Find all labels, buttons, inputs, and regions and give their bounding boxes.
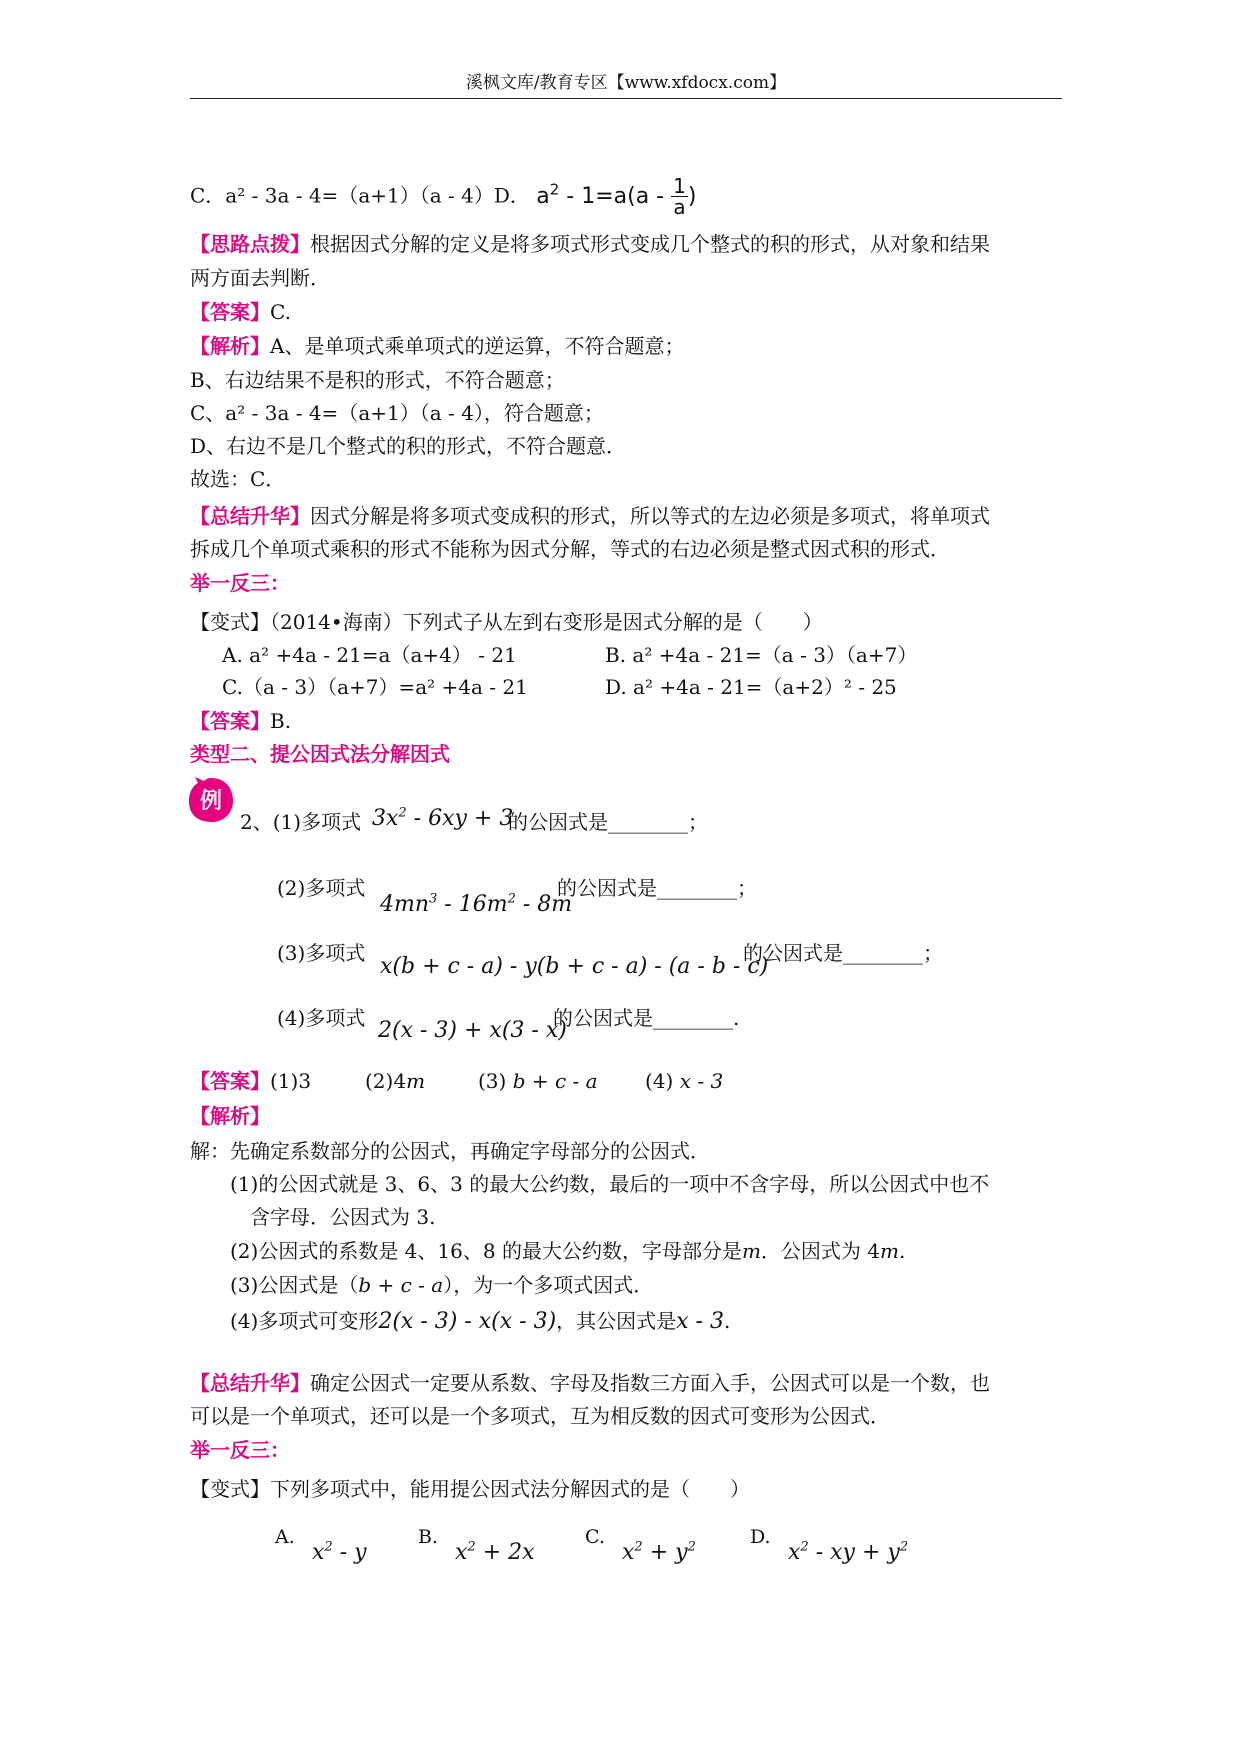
answer-2-value: B. [270, 709, 292, 733]
example-badge-text: 例 [199, 789, 223, 814]
analysis-line-d: D、右边不是几个整式的积的形式，不符合题意． [190, 434, 627, 458]
summary-1-line-b: 拆成几个单项式乘积的形式不能称为因式分解，等式的右边必须是整式因式积的形式． [190, 537, 950, 561]
q2-p3-post: 的公因式是________； [743, 941, 943, 965]
answer-tag-2: 【答案】 [190, 709, 270, 733]
think-text: 根据因式分解的定义是将多项式形式变成几个整式的积的形式，从对象和结果 [310, 232, 990, 256]
variant-2-option-b-label: B. [418, 1526, 439, 1548]
solution-1-b: 含字母．公因式为 3. [250, 1205, 436, 1229]
solution-3: (3)公因式是（b + c - a），为一个多项式因式． [230, 1273, 654, 1297]
variant-2-option-d-math: $x^2$ - xy + $y^2$ [788, 1539, 909, 1565]
q2-part-1 [240, 808, 361, 836]
summary-2-line-b: 可以是一个单项式，还可以是一个多项式，互为相反数的因式可变形为公因式． [190, 1404, 890, 1428]
analysis-line-a [190, 332, 684, 360]
variant-1-option-d: D. a² +4a - 21=（a+2）² - 25 [605, 675, 897, 699]
variant-2-option-d-label: D. [750, 1526, 771, 1548]
option-c-text: C．a² - 3a - 4=（a+1）（a - 4）D． [190, 183, 530, 208]
think-tag: 【思路点拨】 [190, 232, 310, 256]
answer-1-value: C. [270, 300, 291, 324]
answer-tag: 【答案】 [190, 300, 270, 324]
answer-3-p2: (2)4m [365, 1069, 426, 1093]
answer-3-p1: (1)3 [270, 1069, 312, 1093]
solution-intro: 解：先确定系数部分的公因式，再确定字母部分的公因式． [190, 1139, 710, 1163]
q2-p4-math: 2(x - 3) + x(3 - x) [378, 1018, 567, 1043]
analysis-line-c: C、a² - 3a - 4=（a+1）（a - 4），符合题意； [190, 401, 604, 425]
think-line-2: 两方面去判断． [190, 266, 330, 290]
summary-2-line-a [190, 1369, 990, 1397]
q2-number: 2、 [240, 810, 273, 834]
answer-3-p3: (3) b + c - a [478, 1069, 598, 1093]
variant-2-option-a-label: A. [275, 1526, 295, 1548]
variant-2: 【变式】下列多项式中，能用提公因式法分解因式的是（ ） [190, 1477, 750, 1501]
variant-2-option-c-math: $x^2 + y^2$ [622, 1539, 696, 1565]
variant-1: 【变式】（2014•海南）下列式子从左到右变形是因式分解的是（ ） [190, 610, 823, 634]
answer-3 [190, 1067, 311, 1095]
variant-1-option-c: C.（a - 3）（a+7）=a² +4a - 21 [222, 675, 528, 699]
q2-p4-pre: (4)多项式 [277, 1006, 366, 1030]
q2-p1-pre: (1)多项式 [272, 810, 362, 834]
answer-2 [190, 707, 291, 735]
summary-tag-2: 【总结升华】 [190, 1371, 310, 1395]
analysis-tag-2: 【解析】 [190, 1104, 270, 1128]
q2-p1-post: 的公因式是________； [508, 810, 708, 834]
option-c-line [190, 176, 696, 217]
answer-tag-3: 【答案】 [190, 1069, 270, 1093]
solution-1-a: (1)的公因式就是 3、6、3 的最大公约数，最后的一项中不含字母，所以公因式中也不 [230, 1172, 990, 1196]
variant-2-option-b-math: $x^2 + 2x$ [455, 1539, 535, 1565]
variant-2-option-c-label: C. [585, 1526, 605, 1548]
solution-4: (4)多项式可变形2(x - 3) - x(x - 3)，其公因式是x - 3. [230, 1309, 731, 1334]
variant-1-option-a: A. a² +4a - 21=a（a+4） - 21 [222, 643, 517, 667]
answer-1 [190, 298, 291, 326]
summary-tag: 【总结升华】 [190, 504, 310, 528]
type2-title: 类型二、提公因式法分解因式 [190, 742, 450, 766]
option-d-math: $a^2 - 1=a(a$ - $\frac{1}{a}$ ) [536, 174, 697, 219]
practice-heading-1: 举一反三： [190, 571, 290, 595]
variant-2-option-a-math: $x^2$ - y [312, 1539, 367, 1565]
solution-2: (2)公因式的系数是 4、16、8 的最大公约数，字母部分是m．公因式为 4m. [230, 1239, 906, 1263]
q2-p2-pre: (2)多项式 [277, 876, 366, 900]
analysis-tag: 【解析】 [190, 334, 270, 358]
q2-p1-math: $3x^2 - 6xy + 3$ [372, 805, 514, 831]
summary-1-line-a [190, 502, 990, 530]
summary-2-a: 确定公因式一定要从系数、字母及指数三方面入手，公因式可以是一个数，也 [310, 1371, 990, 1395]
q2-p2-math: $4mn^3 - 16m^2 - 8m$ [380, 891, 573, 917]
think-line-1 [190, 230, 990, 258]
q2-p4-post: 的公因式是________. [553, 1006, 740, 1030]
analysis-pick: 故选：C． [190, 467, 286, 491]
q2-p2-post: 的公因式是________； [557, 876, 757, 900]
example-badge-icon [186, 775, 236, 825]
analysis-line-b: B、右边结果不是积的形式，不符合题意； [190, 368, 565, 392]
analysis-a: A、是单项式乘单项式的逆运算，不符合题意； [270, 334, 685, 358]
q2-p3-math: x(b + c - a) - y(b + c - a) - (a - b - c) [380, 954, 769, 979]
q2-p3-pre: (3)多项式 [277, 941, 366, 965]
page-header: 溪枫文库/教育专区【www.xfdocx.com】 [190, 72, 1062, 99]
variant-1-option-b: B. a² +4a - 21=（a - 3）（a+7） [605, 643, 918, 667]
answer-3-p4: (4) x - 3 [645, 1069, 724, 1093]
practice-heading-2: 举一反三： [190, 1438, 290, 1462]
summary-1-a: 因式分解是将多项式变成积的形式，所以等式的左边必须是多项式，将单项式 [310, 504, 990, 528]
